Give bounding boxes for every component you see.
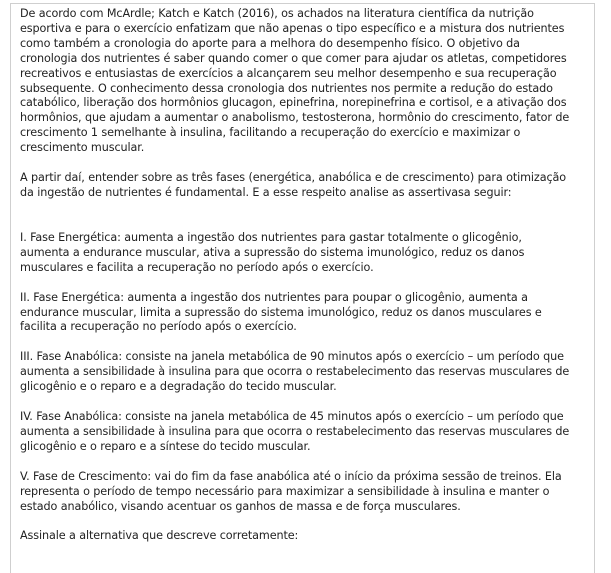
question-prompt: Assinale a alternativa que descreve corretamente: [20, 529, 299, 543]
intro-paragraph: De acordo com McArdle; Katch e Katch (2016), os achados na literatura científica da nutrição esportiva e para o exercício enfatizam que não apenas o tipo específico e a mistura dos nutrientes como também a cronologia do aporte para a melhora do desempenho físico. O objetivo da cronologia dos nutrientes é saber quando comer o que comer para ajudar os atletas, competidores recreativos e entusiastas de exercícios a alcançarem seu melhor desempenho e sua recuperação subsequente. O conhecimento dessa cronologia dos nutrientes nos permite a redução do estado catabólico, liberação dos hormônios glucagon, epinefrina, norepinefrina e cortisol, e a ativação dos hormônios, que ajudam a aumentar o anabolismo, testosterona, hormônio do crescimento, fator de crescimento 1 semelhante à insulina, facilitando a recuperação do exercício e maximizar o crescimento muscular. [20, 7, 570, 155]
assertion-4: IV. Fase Anabólica: consiste na janela metabólica de 45 minutos após o exercício – um período que aumenta a sensibilidade à insulina para que ocorra o restabelecimento das reservas musculares de glicogênio e o reparo e a síntese do tecido muscular. [20, 410, 570, 453]
assertion-1: I. Fase Energética: aumenta a ingestão dos nutrientes para gastar totalmente o glicogênio, aumenta a endurance muscular, ativa a supressão do sistema imunológico, reduz os danos musculares e facilita a recuperação no período após o exercício. [20, 230, 525, 274]
question-text [20, 7, 573, 544]
assertion-2: II. Fase Energética: aumenta a ingestão dos nutrientes para poupar o glicogênio, aumenta a endurance muscular, limita a supressão do sistema imunológico, reduz os danos musculares e facilita a recuperação no período após o exercício. [20, 290, 542, 334]
assertion-3: III. Fase Anabólica: consiste na janela metabólica de 90 minutos após o exercício – um período que aumenta a sensibilidade à insulina para que ocorra o restabelecimento das reservas musculares de glicogênio e o reparo e a degradação do tecido muscular. [20, 350, 570, 394]
assertion-5: V. Fase de Crescimento: vai do fim da fase anabólica até o início da próxima sessão de treinos. Ela representa o período de tempo necessário para maximizar a sensibilidade à insulina e manter o estado anabólico, visando acentuar os ganhos de massa e de força musculares. [20, 469, 562, 513]
context-paragraph: A partir daí, entender sobre as três fases (energética, anabólica e de crescimento) para otimização da ingestão de nutrientes é fundamental. E a esse respeito analise as assertivasa seguir: [20, 171, 566, 199]
